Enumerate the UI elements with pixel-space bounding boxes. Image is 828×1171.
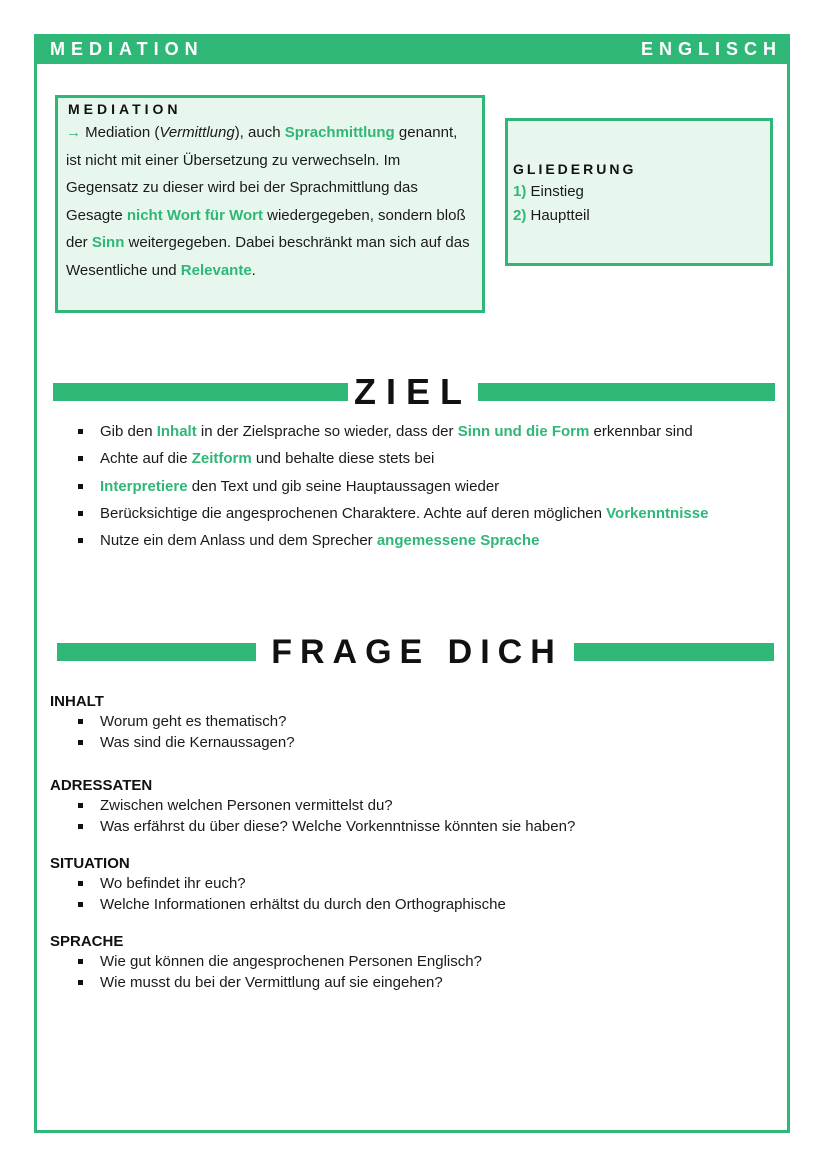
divider-line bbox=[53, 383, 348, 401]
gliederung-item: 1) Einstieg bbox=[513, 183, 584, 200]
question-group-heading: INHALT bbox=[50, 693, 104, 710]
list-item: Welche Informationen erhältst du durch den Orthographische bbox=[75, 894, 750, 915]
list-item: Wie musst du bei der Vermittlung auf sie eingehen? bbox=[75, 972, 750, 993]
mediation-definition-box bbox=[55, 95, 485, 313]
header-title: MEDIATION bbox=[50, 38, 204, 59]
divider-line bbox=[478, 383, 775, 401]
list-item: Achte auf die Zeitform und behalte diese stets bei bbox=[75, 445, 795, 472]
header-subject: ENGLISCH bbox=[640, 38, 782, 59]
frage-section-header bbox=[0, 630, 828, 674]
ziel-section-header bbox=[0, 372, 828, 412]
list-item: Wo befindet ihr euch? bbox=[75, 873, 750, 894]
question-group-situation bbox=[50, 855, 750, 915]
gliederung-list bbox=[513, 180, 764, 228]
gliederung-title: GLIEDERUNG bbox=[513, 161, 637, 177]
arrow-icon: → bbox=[66, 124, 81, 141]
question-group-heading: SITUATION bbox=[50, 855, 130, 872]
question-group-heading: ADRESSATEN bbox=[50, 777, 153, 794]
question-group-inhalt bbox=[50, 693, 750, 753]
list-item: Wie gut können die angesprochenen Personen Englisch? bbox=[75, 951, 750, 972]
list-item: Interpretiere den Text und gib seine Hauptaussagen wieder bbox=[75, 473, 795, 500]
highlight-term: Sinn bbox=[91, 234, 125, 251]
list-item: Was sind die Kernaussagen? bbox=[75, 732, 750, 753]
list-item: Gib den Inhalt in der Zielsprache so wieder, dass der Sinn und die Form erkennbar sind bbox=[75, 418, 795, 445]
question-group-adressaten bbox=[50, 777, 750, 837]
question-group-heading: SPRACHE bbox=[50, 933, 124, 950]
list-item: Was erfährst du über diese? Welche Vorkenntnisse könnten sie haben? bbox=[75, 816, 750, 837]
ziel-list bbox=[75, 418, 795, 554]
ziel-title: ZIEL bbox=[354, 371, 472, 412]
divider-line bbox=[57, 643, 256, 661]
list-item: Worum geht es thematisch? bbox=[75, 711, 750, 732]
frage-title: FRAGE DICH bbox=[271, 632, 563, 671]
list-item: Nutze ein dem Anlass und dem Sprecher angemessene Sprache bbox=[75, 527, 795, 554]
question-group-sprache bbox=[50, 933, 750, 993]
mediation-definition-text: → Mediation (Vermittlung), auch Sprachmittlung genannt, ist nicht mit einer Übersetzung zu verwechseln. Im Gegensatz zu dieser wird bei der Sprachmittlung das Gesagte nicht Wort für Wort wiedergegeben, sondern bloß der Sinn weitergegeben. Dabei beschränkt man sich auf das Wesentliche und Relevante. bbox=[66, 124, 470, 279]
gliederung-item: 2) Hauptteil bbox=[513, 207, 590, 224]
list-item: Berücksichtige die angesprochenen Charaktere. Achte auf deren möglichen Vorkenntnisse bbox=[75, 500, 795, 527]
list-item: Zwischen welchen Personen vermittelst du? bbox=[75, 795, 750, 816]
mediation-box-title: MEDIATION bbox=[68, 101, 182, 117]
highlight-term: Relevante bbox=[180, 261, 252, 279]
highlight-term: nicht Wort für Wort bbox=[126, 206, 263, 224]
divider-line bbox=[574, 643, 774, 661]
gliederung-box bbox=[505, 118, 773, 266]
highlight-term: Sprachmittlung bbox=[284, 124, 395, 141]
header-bar bbox=[34, 34, 790, 64]
